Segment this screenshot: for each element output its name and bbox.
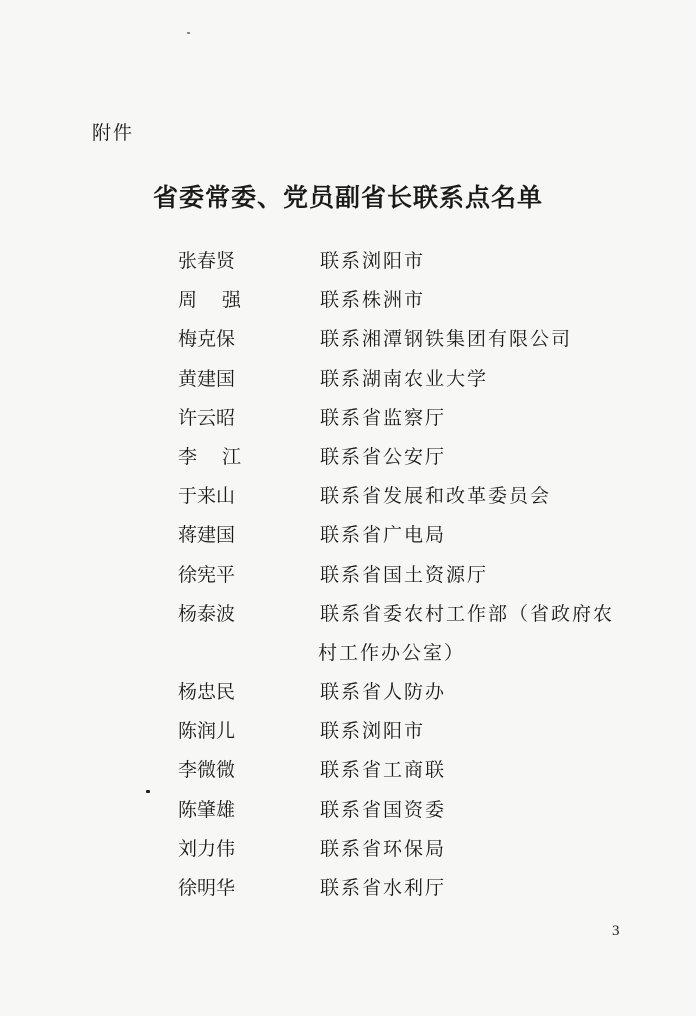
list-item bbox=[0, 591, 696, 630]
official-name: 许云昭 bbox=[178, 406, 236, 429]
contact-point: 联系株洲市 bbox=[320, 289, 426, 312]
contact-point: 联系省委农村工作部（省政府农 bbox=[320, 602, 615, 625]
list-item bbox=[0, 238, 696, 277]
scan-speck bbox=[187, 32, 190, 34]
contact-point: 联系省广电局 bbox=[320, 524, 447, 547]
contact-point: 联系湘潭钢铁集团有限公司 bbox=[320, 328, 573, 351]
contact-list bbox=[0, 238, 696, 904]
official-name: 周强 bbox=[178, 289, 267, 312]
attachment-label: 附件 bbox=[92, 122, 135, 144]
list-item bbox=[0, 787, 696, 826]
list-item bbox=[0, 552, 696, 591]
official-name: 于来山 bbox=[178, 485, 236, 508]
contact-point-continued: 村工作办公室） bbox=[318, 641, 466, 664]
official-name: 杨泰波 bbox=[178, 602, 236, 625]
official-name: 李江 bbox=[178, 445, 267, 468]
list-item bbox=[0, 356, 696, 395]
list-item bbox=[0, 473, 696, 512]
official-name: 徐明华 bbox=[178, 877, 236, 899]
official-name: 陈肇雄 bbox=[178, 798, 236, 821]
contact-point: 联系省国土资源厅 bbox=[320, 563, 489, 586]
page-number: 3 bbox=[612, 923, 620, 939]
official-name: 陈润儿 bbox=[178, 720, 236, 743]
scan-speck bbox=[146, 790, 150, 793]
list-item bbox=[0, 395, 696, 434]
list-item bbox=[0, 826, 696, 865]
contact-point: 联系省公安厅 bbox=[320, 445, 447, 468]
contact-point: 联系省环保局 bbox=[320, 837, 447, 860]
official-name: 李微微 bbox=[178, 759, 236, 782]
contact-point: 联系湖南农业大学 bbox=[320, 367, 489, 390]
contact-point: 联系浏阳市 bbox=[320, 720, 426, 743]
contact-point: 联系省监察厅 bbox=[320, 406, 447, 429]
contact-point: 联系省国资委 bbox=[320, 798, 447, 821]
contact-point: 联系省水利厅 bbox=[320, 877, 447, 899]
official-name: 蒋建国 bbox=[178, 524, 236, 547]
official-name: 杨忠民 bbox=[178, 681, 236, 704]
contact-point: 联系省人防办 bbox=[320, 681, 447, 704]
contact-point: 联系浏阳市 bbox=[320, 250, 426, 272]
official-name: 张春贤 bbox=[178, 250, 236, 272]
official-name: 黄建国 bbox=[178, 367, 236, 390]
contact-point: 联系省工商联 bbox=[320, 759, 447, 782]
list-item bbox=[0, 277, 696, 316]
official-name: 徐宪平 bbox=[178, 563, 236, 586]
list-item bbox=[0, 708, 696, 747]
official-name: 刘力伟 bbox=[178, 837, 236, 860]
list-item-continuation bbox=[0, 630, 696, 669]
official-name: 梅克保 bbox=[178, 328, 236, 351]
list-item bbox=[0, 512, 696, 551]
contact-point: 联系省发展和改革委员会 bbox=[320, 485, 552, 508]
list-item bbox=[0, 865, 696, 904]
list-item bbox=[0, 669, 696, 708]
list-item bbox=[0, 747, 696, 786]
page-title: 省委常委、党员副省长联系点名单 bbox=[152, 183, 543, 212]
list-item bbox=[0, 316, 696, 355]
list-item bbox=[0, 434, 696, 473]
